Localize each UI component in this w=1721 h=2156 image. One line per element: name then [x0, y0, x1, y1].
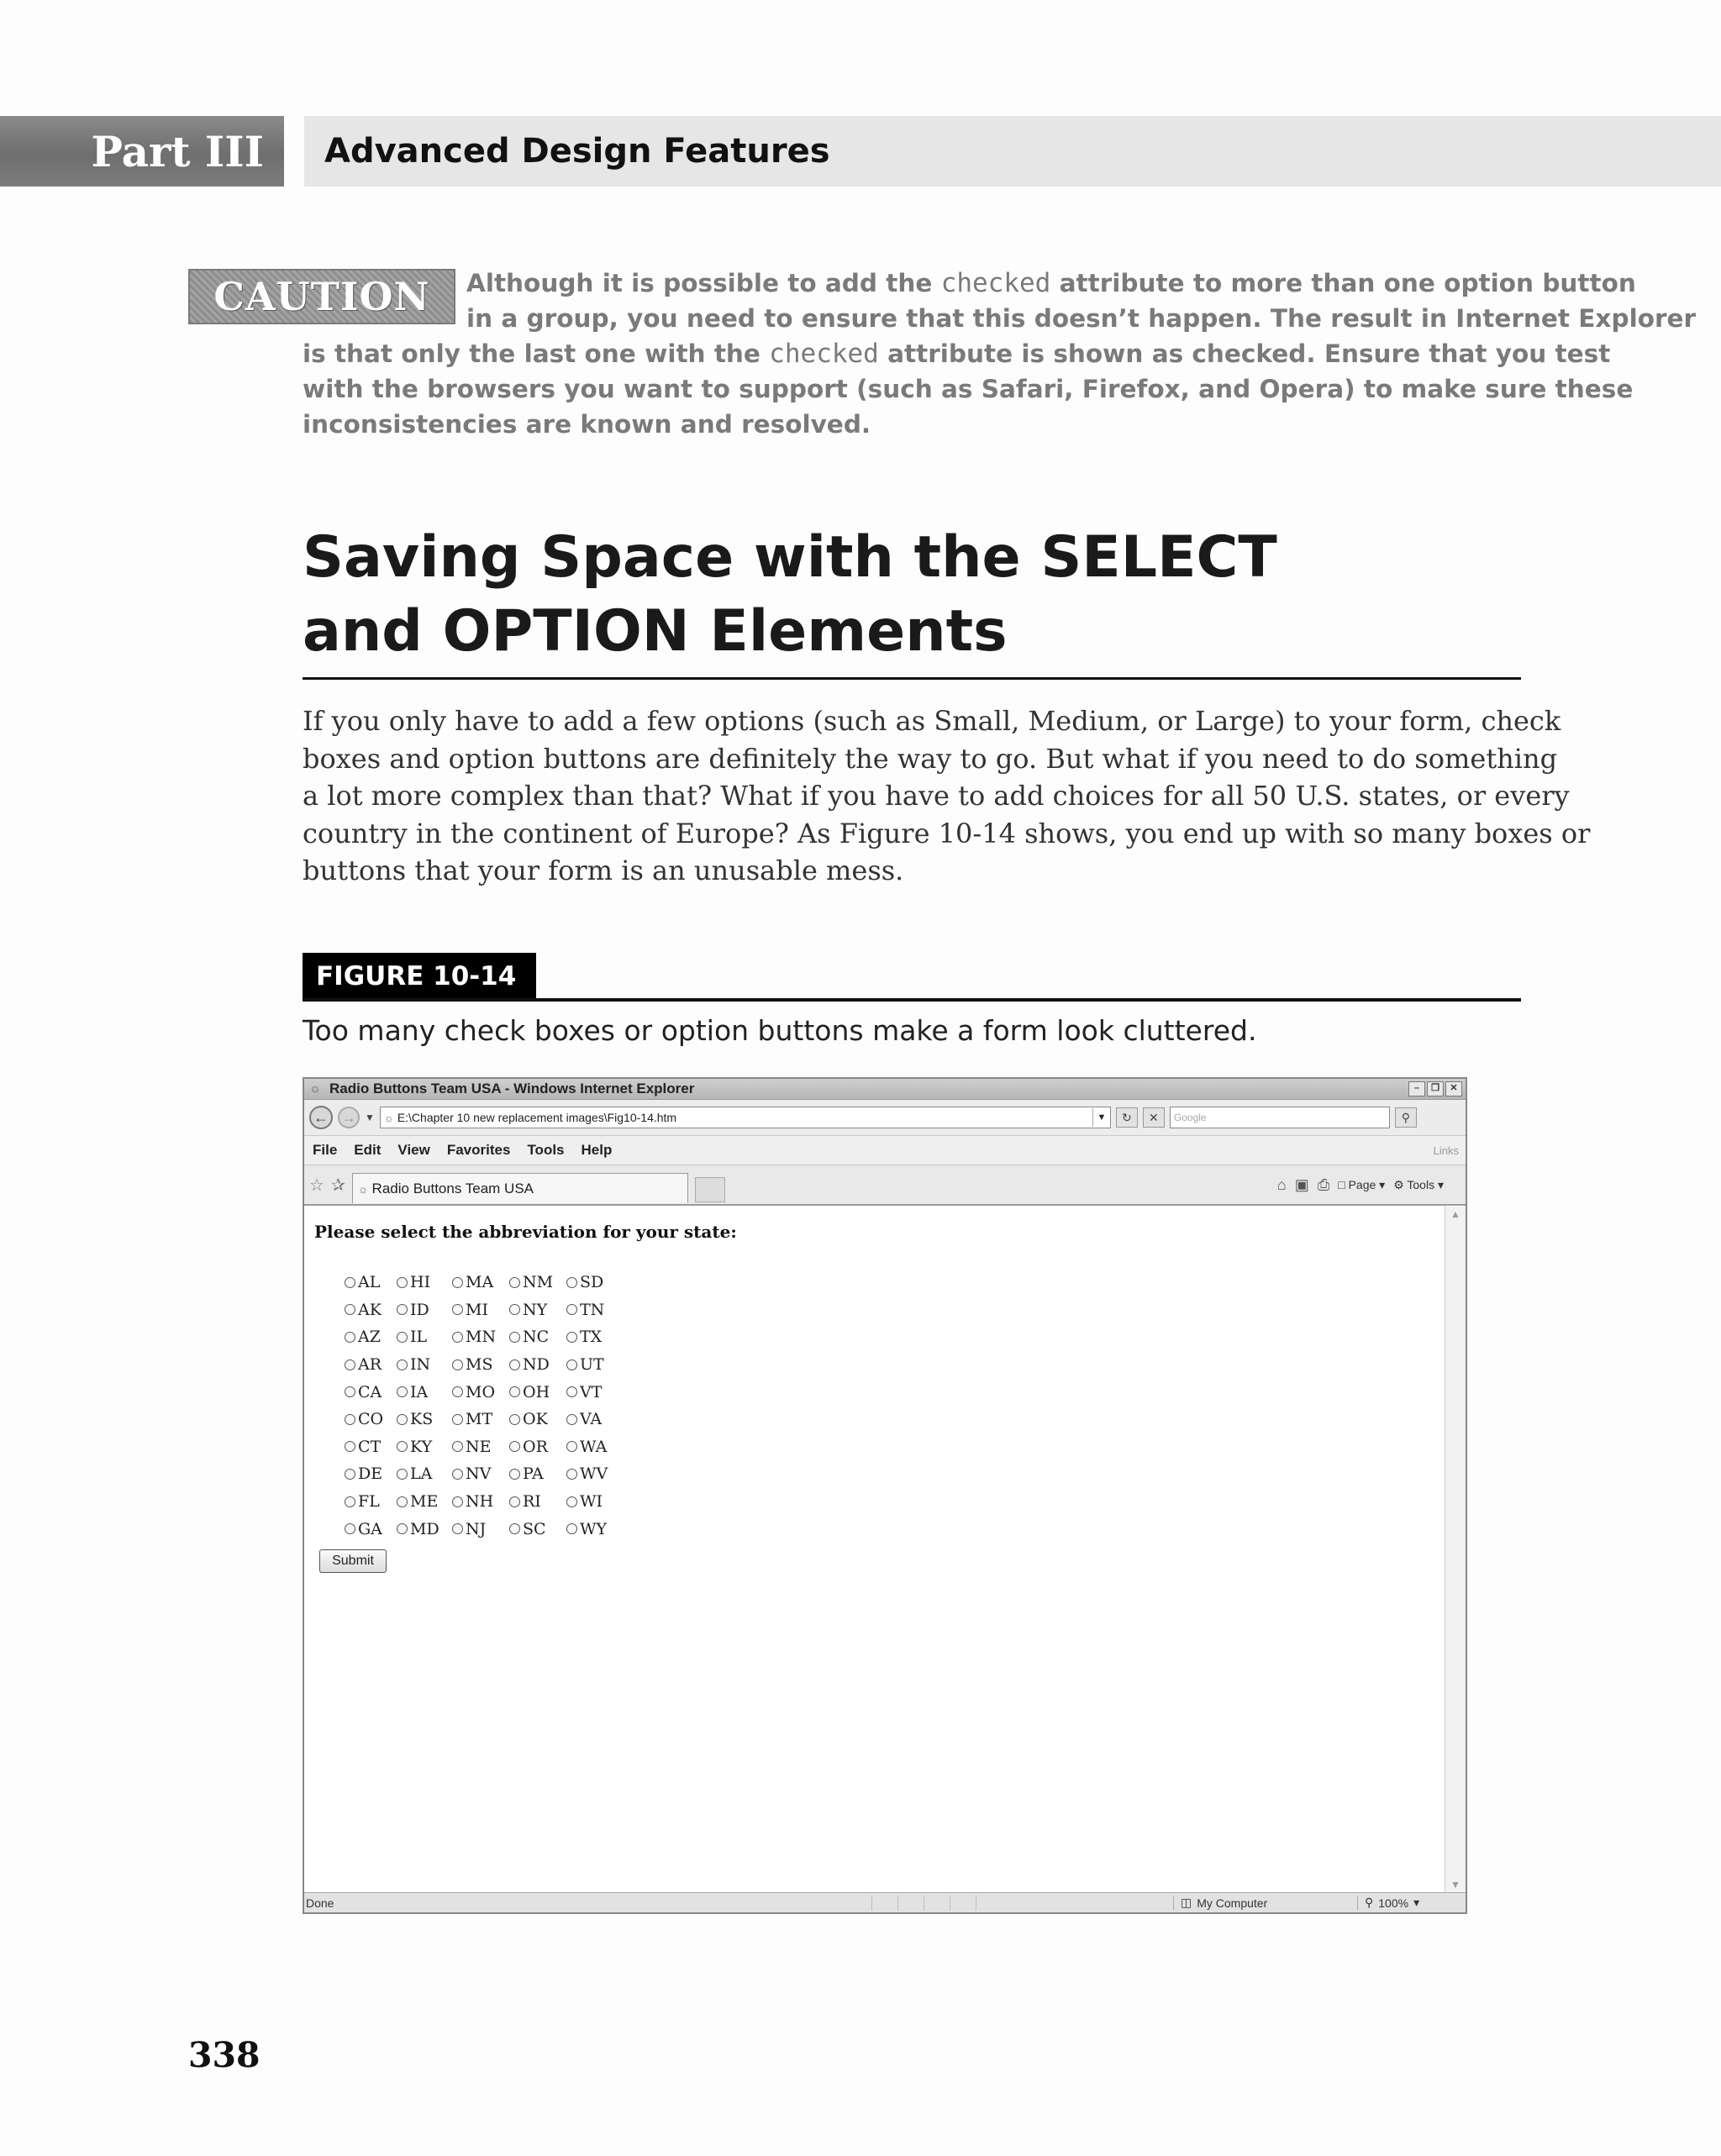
radio-button[interactable]	[509, 1523, 520, 1534]
search-placeholder: Google	[1173, 1112, 1207, 1123]
radio-button[interactable]	[566, 1441, 577, 1452]
radio-label: NJ	[466, 1519, 487, 1538]
radio-button[interactable]	[397, 1332, 408, 1343]
radio-label: WA	[580, 1437, 608, 1456]
state-radio-option[interactable]	[345, 1378, 397, 1406]
page-favicon-icon: ☼	[383, 1111, 394, 1124]
radio-button[interactable]	[509, 1441, 520, 1452]
radio-label: AR	[358, 1355, 382, 1375]
figure-caption: Too many check boxes or option buttons make a form look cluttered.	[303, 1014, 1257, 1047]
state-radio-option[interactable]	[345, 1460, 397, 1488]
zoom-control[interactable]: ⚲ 100% ▾	[1357, 1896, 1466, 1910]
menu-favorites[interactable]: Favorites	[446, 1142, 511, 1158]
radio-button[interactable]	[345, 1496, 355, 1507]
back-arrow-icon[interactable]: ←	[309, 1106, 333, 1129]
state-radio-option[interactable]	[345, 1269, 397, 1296]
radio-button[interactable]	[452, 1332, 463, 1343]
state-radio-option[interactable]	[345, 1515, 397, 1543]
section-heading: Saving Space with the SELECT and OPTION Elements	[303, 524, 1277, 665]
state-radio-option[interactable]	[397, 1351, 452, 1379]
radio-button[interactable]	[397, 1277, 408, 1288]
caution-line-2: in a group, you need to ensure that this doesn’t happen. The result in Internet Explorer	[466, 304, 1697, 333]
state-radio-option[interactable]	[345, 1323, 397, 1351]
print-icon[interactable]: ⎙	[1317, 1175, 1330, 1193]
new-tab-button[interactable]	[695, 1177, 725, 1202]
radio-button[interactable]	[452, 1386, 463, 1397]
radio-button[interactable]	[345, 1359, 355, 1370]
radio-label: OH	[523, 1382, 550, 1401]
radio-label: FL	[358, 1492, 380, 1512]
radio-button[interactable]	[452, 1469, 463, 1480]
page-number: 338	[188, 2035, 261, 2075]
radio-label: AK	[358, 1300, 382, 1319]
radio-button[interactable]	[566, 1304, 577, 1315]
radio-label: CO	[358, 1410, 384, 1429]
address-bar-row	[304, 1100, 1466, 1136]
radio-label: TN	[580, 1300, 605, 1319]
ie-logo-icon: ☼	[309, 1081, 321, 1096]
radio-button[interactable]	[566, 1332, 577, 1343]
state-radio-option[interactable]	[566, 1296, 620, 1324]
page-content	[304, 1207, 1445, 1892]
radio-label: WI	[580, 1492, 603, 1512]
radio-label: SC	[523, 1519, 546, 1538]
tab-bar	[304, 1165, 1466, 1206]
radio-label: NV	[466, 1465, 492, 1484]
radio-button[interactable]	[397, 1496, 408, 1507]
state-radio-option[interactable]	[397, 1406, 452, 1433]
heading-rule	[303, 677, 1521, 680]
restore-icon[interactable]: ❐	[1427, 1081, 1444, 1096]
caution-line-5: inconsistencies are known and resolved.	[303, 410, 871, 439]
radio-label: NH	[466, 1492, 494, 1512]
state-radio-option[interactable]	[397, 1488, 452, 1516]
radio-button[interactable]	[509, 1304, 520, 1315]
scroll-up-icon[interactable]: ▲	[1450, 1208, 1460, 1220]
state-radio-option[interactable]	[397, 1460, 452, 1488]
radio-button[interactable]	[345, 1332, 355, 1343]
search-input[interactable]	[1170, 1107, 1390, 1128]
radio-button[interactable]	[345, 1414, 355, 1425]
state-radio-option[interactable]	[452, 1269, 509, 1296]
caution-line-4: with the browsers you want to support (such as Safari, Firefox, and Opera) to make sure these	[303, 375, 1634, 403]
radio-label: LA	[410, 1465, 433, 1484]
radio-label: MI	[466, 1300, 488, 1319]
page-menu[interactable]: □ Page ▾	[1338, 1177, 1386, 1191]
radio-label: IA	[410, 1382, 429, 1401]
form-prompt: Please select the abbreviation for your state:	[314, 1222, 737, 1242]
radio-button[interactable]	[566, 1359, 577, 1370]
radio-label: VT	[580, 1382, 603, 1401]
radio-button[interactable]	[345, 1304, 355, 1315]
add-favorite-icon[interactable]: ✰	[330, 1175, 345, 1195]
radio-label: ID	[410, 1300, 429, 1319]
radio-button[interactable]	[397, 1304, 408, 1315]
radio-button[interactable]	[509, 1386, 520, 1397]
browser-window	[303, 1077, 1467, 1914]
radio-button[interactable]	[566, 1414, 577, 1425]
radio-label: IL	[410, 1328, 428, 1347]
state-radio-option[interactable]	[452, 1351, 509, 1379]
tools-menu[interactable]: ⚙ Tools ▾	[1393, 1177, 1444, 1191]
links-toolbar[interactable]: Links	[1433, 1144, 1459, 1157]
radio-label: WY	[580, 1519, 608, 1538]
state-radio-option[interactable]	[509, 1351, 566, 1379]
radio-label: AZ	[358, 1328, 381, 1347]
menu-view[interactable]: View	[397, 1142, 430, 1158]
scroll-down-icon[interactable]: ▼	[1450, 1879, 1460, 1890]
radio-label: UT	[580, 1355, 604, 1375]
zoom-dropdown-icon[interactable]: ▾	[1413, 1896, 1420, 1909]
radio-label: PA	[523, 1465, 544, 1484]
radio-label: OK	[523, 1410, 548, 1429]
state-radio-option[interactable]	[397, 1296, 452, 1324]
feeds-icon[interactable]: ▣	[1294, 1175, 1309, 1193]
radio-button[interactable]	[509, 1277, 520, 1288]
state-radio-option[interactable]	[566, 1433, 620, 1461]
state-radio-option[interactable]	[509, 1406, 566, 1433]
radio-label: SD	[580, 1273, 604, 1292]
radio-label: MD	[410, 1519, 439, 1538]
state-radio-option[interactable]	[397, 1433, 452, 1461]
state-radio-option[interactable]	[509, 1269, 566, 1296]
browser-title-bar	[304, 1079, 1466, 1100]
radio-label: RI	[523, 1492, 541, 1512]
radio-label: GA	[358, 1519, 382, 1538]
menu-file[interactable]: File	[313, 1142, 338, 1158]
radio-button[interactable]	[509, 1496, 520, 1507]
tab-title: Radio Buttons Team USA	[371, 1180, 534, 1196]
radio-label: NE	[466, 1437, 492, 1456]
radio-button[interactable]	[345, 1523, 355, 1534]
menu-bar	[304, 1136, 1466, 1165]
state-radio-option[interactable]	[345, 1433, 397, 1461]
radio-label: AL	[358, 1273, 381, 1292]
state-radio-option[interactable]	[397, 1515, 452, 1543]
search-icon[interactable]: ⚲	[1395, 1107, 1417, 1128]
history-dropdown-icon[interactable]: ▼	[365, 1112, 375, 1123]
state-radio-option[interactable]	[397, 1323, 452, 1351]
radio-button[interactable]	[397, 1441, 408, 1452]
radio-label: MT	[466, 1410, 493, 1429]
radio-label: OR	[523, 1437, 548, 1456]
radio-button[interactable]	[452, 1359, 463, 1370]
radio-label: NY	[523, 1300, 548, 1319]
radio-button[interactable]	[397, 1359, 408, 1370]
radio-label: IN	[410, 1355, 431, 1375]
radio-button[interactable]	[566, 1277, 577, 1288]
state-radio-option[interactable]	[452, 1406, 509, 1433]
state-radio-option[interactable]	[452, 1323, 509, 1351]
stop-icon[interactable]: ✕	[1143, 1107, 1165, 1128]
state-radio-option[interactable]	[566, 1406, 620, 1433]
radio-button[interactable]	[509, 1359, 520, 1370]
state-radio-option[interactable]	[345, 1351, 397, 1379]
state-radio-option[interactable]	[397, 1269, 452, 1296]
forward-arrow-icon[interactable]: →	[338, 1107, 360, 1128]
radio-button[interactable]	[452, 1496, 463, 1507]
state-radio-option[interactable]	[509, 1460, 566, 1488]
radio-label: MN	[466, 1328, 497, 1347]
caution-badge: CAUTION	[188, 269, 455, 324]
figure-rule	[303, 998, 1521, 1002]
state-radio-option[interactable]	[509, 1515, 566, 1543]
radio-label: KY	[410, 1437, 433, 1456]
state-radio-option[interactable]	[566, 1269, 620, 1296]
favorites-star-icon[interactable]: ☆	[309, 1175, 324, 1195]
vertical-scrollbar[interactable]	[1445, 1207, 1466, 1892]
radio-button[interactable]	[397, 1469, 408, 1480]
radio-button[interactable]	[452, 1277, 463, 1288]
state-radio-option[interactable]	[509, 1378, 566, 1406]
state-radio-option[interactable]	[566, 1488, 620, 1516]
state-radio-option[interactable]	[452, 1296, 509, 1324]
radio-button[interactable]	[345, 1469, 355, 1480]
address-input[interactable]	[380, 1107, 1111, 1128]
radio-button[interactable]	[566, 1386, 577, 1397]
radio-label: WV	[580, 1465, 608, 1484]
tab-favicon-icon: ☼	[357, 1181, 369, 1196]
address-text: E:\Chapter 10 new replacement images\Fig10-14.htm	[397, 1111, 677, 1124]
state-radio-option[interactable]	[509, 1296, 566, 1324]
menu-tools[interactable]: Tools	[527, 1142, 565, 1158]
radio-label: NM	[523, 1273, 554, 1292]
address-dropdown-icon[interactable]: ▼	[1092, 1108, 1110, 1127]
radio-button[interactable]	[566, 1523, 577, 1534]
command-bar	[1277, 1176, 1466, 1194]
radio-button[interactable]	[345, 1441, 355, 1452]
security-zone: ◫ My Computer	[1173, 1896, 1357, 1910]
tab-radio-buttons[interactable]	[352, 1173, 688, 1203]
radio-button[interactable]	[452, 1523, 463, 1534]
minimize-icon[interactable]: –	[1408, 1081, 1425, 1096]
status-text: Done	[306, 1896, 334, 1910]
state-radio-option[interactable]	[509, 1488, 566, 1516]
radio-label: VA	[580, 1410, 603, 1429]
state-radio-option[interactable]	[566, 1351, 620, 1379]
running-header-title: Advanced Design Features	[304, 116, 1721, 187]
part-label: Part III	[0, 116, 284, 187]
radio-label: CA	[358, 1382, 382, 1401]
state-radio-option[interactable]	[566, 1515, 620, 1543]
state-radio-option[interactable]	[452, 1433, 509, 1461]
radio-label: ME	[410, 1492, 439, 1512]
radio-label: MS	[466, 1355, 493, 1375]
radio-label: NC	[523, 1328, 550, 1347]
radio-label: CT	[358, 1437, 382, 1456]
state-radio-option[interactable]	[566, 1378, 620, 1406]
radio-button[interactable]	[566, 1469, 577, 1480]
state-radio-option[interactable]	[345, 1488, 397, 1516]
state-radio-grid	[345, 1269, 620, 1543]
radio-button[interactable]	[397, 1386, 408, 1397]
submit-button[interactable]: Submit	[319, 1549, 387, 1573]
body-paragraph: If you only have to add a few options (such as Small, Medium, or Large) to your form, check boxes and option buttons are definitely the way to go. But what if you need to do something a lot more complex than that? What if you have to add choices for all 50 U.S. states, or every country in the continent of Europe? As Figure 10-14 shows, you end up with so many boxes or buttons that your form is an unusable mess.	[303, 705, 1591, 886]
caution-line-1: Although it is possible to add the checked attribute to more than one option button	[466, 268, 1636, 298]
radio-button[interactable]	[509, 1332, 520, 1343]
close-icon[interactable]: ✕	[1445, 1081, 1462, 1096]
radio-label: HI	[410, 1273, 431, 1292]
state-radio-option[interactable]	[566, 1323, 620, 1351]
home-icon[interactable]: ⌂	[1276, 1175, 1287, 1193]
state-radio-option[interactable]	[452, 1460, 509, 1488]
state-radio-option[interactable]	[345, 1296, 397, 1324]
menu-help[interactable]: Help	[581, 1142, 613, 1158]
zoom-icon: ⚲	[1365, 1896, 1374, 1909]
status-bar	[304, 1892, 1466, 1912]
radio-button[interactable]	[509, 1414, 520, 1425]
state-radio-option[interactable]	[452, 1488, 509, 1516]
figure-label: FIGURE 10-14	[303, 953, 536, 1000]
radio-button[interactable]	[509, 1469, 520, 1480]
refresh-icon[interactable]: ↻	[1116, 1107, 1138, 1128]
radio-button[interactable]	[397, 1523, 408, 1534]
radio-label: MO	[466, 1382, 496, 1401]
menu-edit[interactable]: Edit	[354, 1142, 382, 1158]
radio-label: TX	[580, 1328, 603, 1347]
state-radio-option[interactable]	[452, 1515, 509, 1543]
radio-button[interactable]	[566, 1496, 577, 1507]
state-radio-option[interactable]	[566, 1460, 620, 1488]
radio-button[interactable]	[452, 1441, 463, 1452]
caution-line-3: is that only the last one with the checked attribute is shown as checked. Ensure that you test	[303, 339, 1611, 369]
state-radio-option[interactable]	[509, 1433, 566, 1461]
radio-button[interactable]	[345, 1277, 355, 1288]
state-radio-option[interactable]	[397, 1378, 452, 1406]
radio-button[interactable]	[452, 1304, 463, 1315]
radio-label: MA	[466, 1273, 494, 1292]
state-radio-option[interactable]	[345, 1406, 397, 1433]
window-title: Radio Buttons Team USA - Windows Internet Explorer	[329, 1081, 695, 1096]
radio-button[interactable]	[452, 1414, 463, 1425]
state-radio-option[interactable]	[509, 1323, 566, 1351]
radio-button[interactable]	[397, 1414, 408, 1425]
radio-label: KS	[410, 1410, 434, 1429]
radio-button[interactable]	[345, 1386, 355, 1397]
radio-label: DE	[358, 1465, 383, 1484]
radio-label: ND	[523, 1355, 550, 1375]
state-radio-option[interactable]	[452, 1378, 509, 1406]
computer-icon: ◫	[1181, 1896, 1192, 1909]
